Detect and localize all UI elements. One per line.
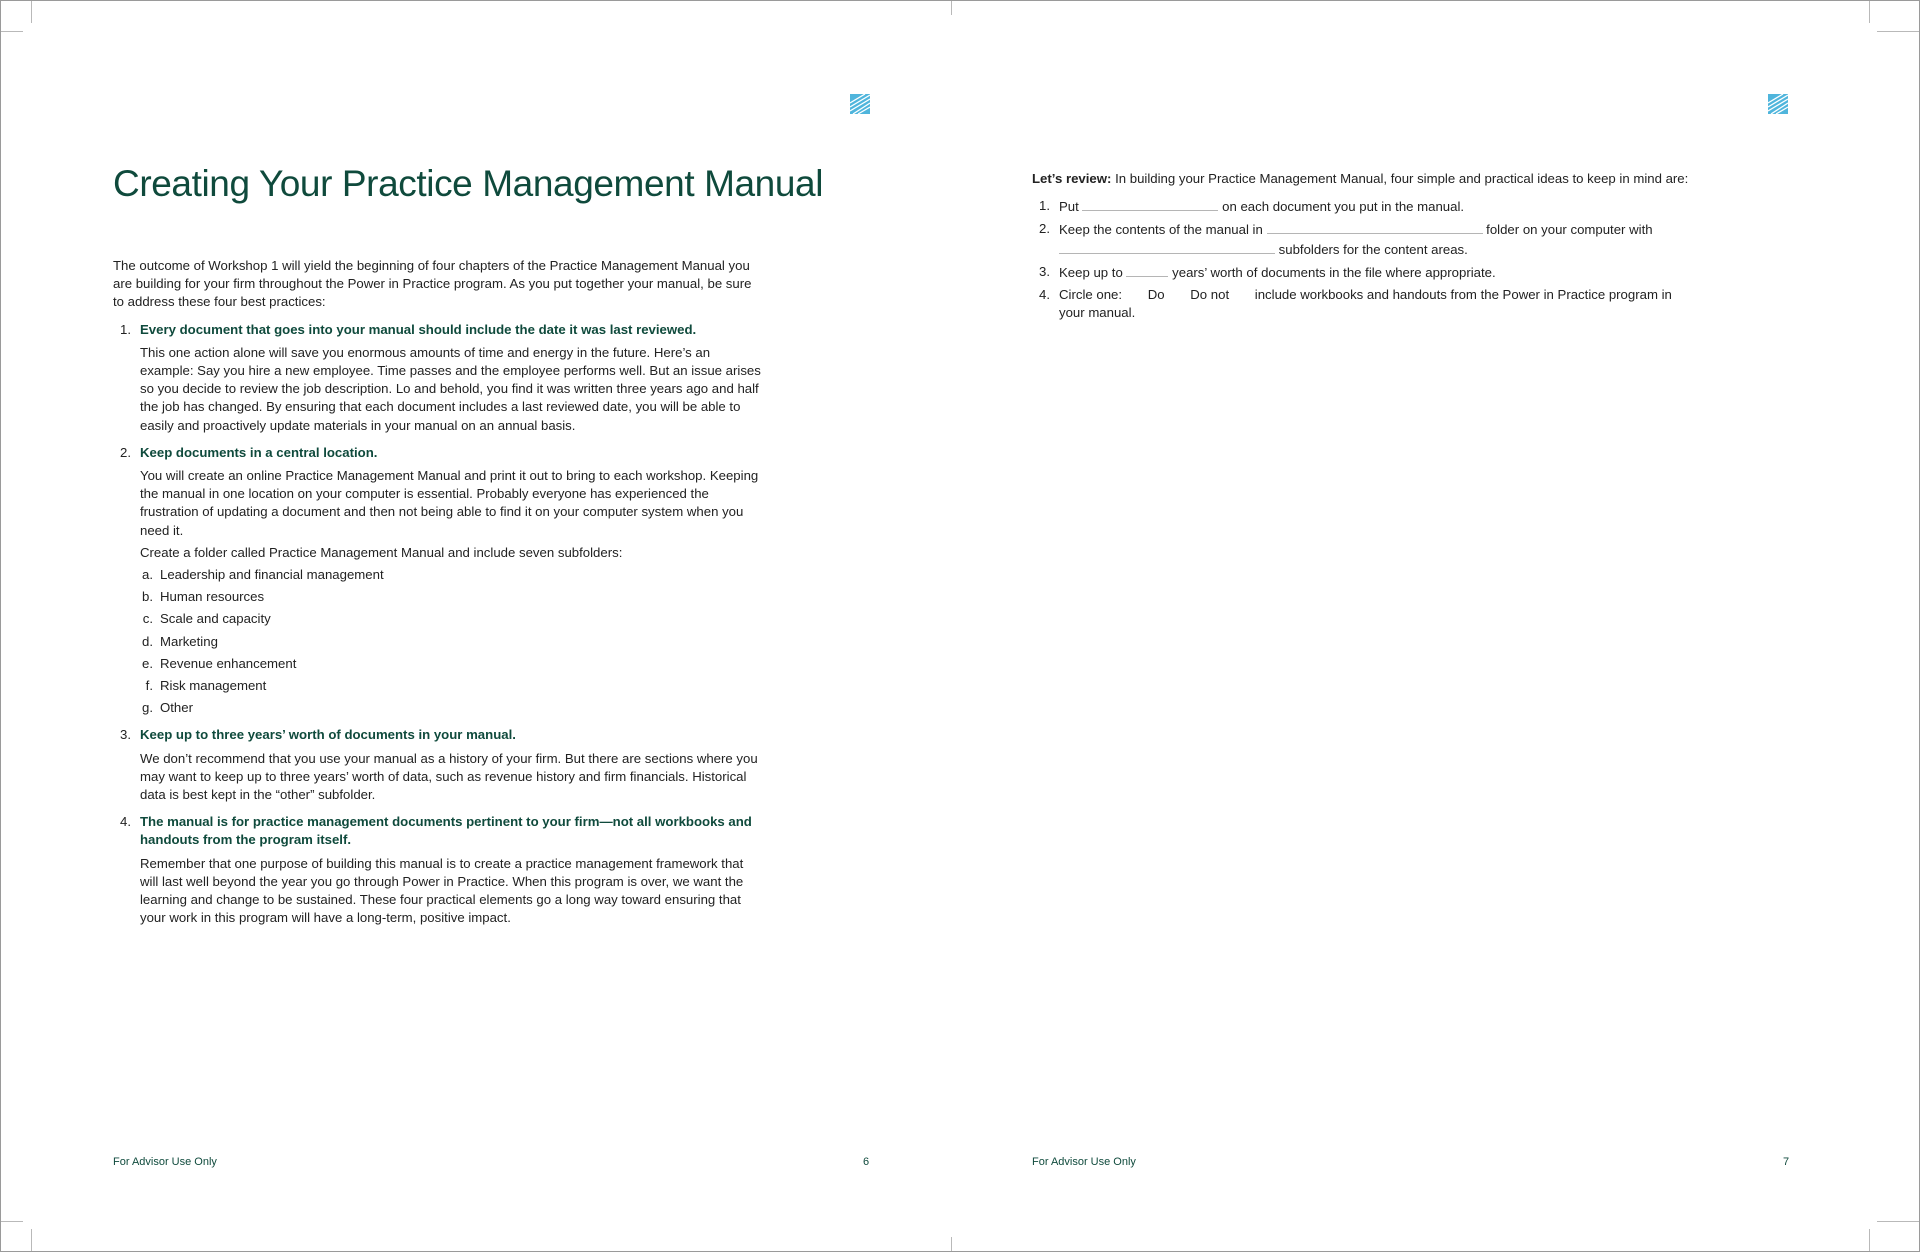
list-item — [140, 588, 765, 606]
page-number: 7 — [1783, 1156, 1790, 1168]
practice-item-4 — [113, 813, 765, 927]
review-item-4 — [1032, 286, 1679, 322]
review-text: years’ worth of documents in the file where appropriate. — [1172, 264, 1496, 280]
left-page — [1, 1, 951, 1253]
page-number: 6 — [863, 1156, 870, 1168]
review-section — [1032, 170, 1752, 322]
circle-option-do[interactable]: Do — [1147, 287, 1165, 303]
list-label: Leadership and financial management — [160, 567, 384, 583]
brand-logo-icon — [1768, 94, 1788, 114]
practice-number: 2. — [120, 444, 131, 460]
fill-in-blank[interactable] — [1082, 197, 1218, 211]
review-text: folder on your computer with — [1486, 222, 1653, 238]
list-label: Human resources — [160, 589, 265, 605]
list-item — [140, 655, 765, 673]
brand-logo-icon — [850, 94, 870, 114]
list-letter: f. — [145, 678, 153, 694]
intro-paragraph: The outcome of Workshop 1 will yield the beginning of four chapters of the Practice Management Manual you are building for your firm throughout the Power in Practice program. As you put together your manual, be sure to address these four best practices: — [113, 258, 752, 310]
list-label: Scale and capacity — [160, 611, 271, 627]
practice-number: 4. — [120, 814, 131, 830]
left-body — [113, 257, 765, 928]
review-number: 2. — [1039, 221, 1050, 237]
practice-heading: Keep up to three years’ worth of documents in your manual. — [140, 727, 516, 743]
list-letter: g. — [142, 700, 153, 716]
review-text: subfolders for the content areas. — [1278, 241, 1468, 257]
folder-intro: Create a folder called Practice Management Manual and include seven subfolders: — [140, 544, 623, 560]
fill-in-blank[interactable] — [1126, 263, 1168, 277]
list-label: Marketing — [160, 633, 218, 649]
practice-text: You will create an online Practice Management Manual and print it out to bring to each workshop. Keeping the manual in one location on your computer is essential. Probably everyone has experienced the frustration of updating a document and then not being able to find it on your computer system when you need it. — [140, 468, 759, 538]
right-page — [951, 1, 1920, 1253]
list-label: Revenue enhancement — [160, 655, 297, 671]
practice-text: We don’t recommend that you use your manual as a history of your firm. But there are sections where you may want to keep up to three years’ worth of data, such as revenue history and firm financials. Historical data is best kept in the “other” subfolder. — [140, 750, 758, 803]
review-label: Let’s review: — [1032, 171, 1112, 186]
list-letter: a. — [142, 567, 153, 583]
fill-in-blank[interactable] — [1267, 220, 1483, 234]
review-intro-text: In building your Practice Management Manual, four simple and practical ideas to keep in mind are: — [1115, 171, 1689, 186]
list-label: Risk management — [160, 678, 267, 694]
review-item-2 — [1032, 220, 1752, 258]
review-text: Circle one: — [1059, 287, 1123, 303]
circle-option-do-not[interactable]: Do not — [1190, 287, 1230, 303]
review-intro — [1032, 170, 1752, 188]
list-item — [140, 566, 765, 584]
page-title: Creating Your Practice Management Manual — [113, 163, 824, 204]
practice-heading: The manual is for practice management documents pertinent to your firm—not all workbooks and handouts from the program itself. — [140, 814, 752, 848]
list-item — [140, 610, 765, 628]
practice-item-2 — [113, 444, 765, 718]
list-letter: b. — [142, 589, 153, 605]
review-text: Keep up to — [1059, 264, 1123, 280]
review-text: include workbooks and handouts from the Power in Practice program in your manual. — [1059, 287, 1672, 321]
practice-heading: Every document that goes into your manual should include the date it was last reviewed. — [140, 321, 697, 337]
footer-label: For Advisor Use Only — [113, 1156, 217, 1168]
subfolder-list — [140, 566, 765, 717]
review-text: Put — [1059, 199, 1079, 215]
review-number: 1. — [1039, 198, 1050, 214]
review-item-3 — [1032, 263, 1752, 282]
list-item — [140, 699, 765, 717]
review-item-1 — [1032, 197, 1752, 216]
practice-text: This one action alone will save you enormous amounts of time and energy in the future. Here’s an example: Say you hire a new employee. Time passes and the employee performs well. But an issue arises so you decide to review the job description. Lo and behold, you find it was written three years ago and half the job has changed. By ensuring that each document includes a last reviewed date, you will be able to easily and proactively update materials in your manual on an annual basis. — [140, 344, 761, 433]
list-item — [140, 677, 765, 695]
list-item — [140, 633, 765, 651]
practice-item-1 — [113, 321, 765, 435]
practice-number: 3. — [120, 727, 131, 743]
practice-text: Remember that one purpose of building this manual is to create a practice management framework that will last well beyond the year you go through Power in Practice. When this program is over, we want the learning and change to be sustained. These four practical elements go a long way toward ensuring that your work in this program will have a long-term, positive impact. — [140, 855, 744, 926]
practice-number: 1. — [120, 321, 131, 337]
fill-in-blank[interactable] — [1059, 240, 1275, 254]
review-number: 3. — [1039, 263, 1050, 279]
list-label: Other — [160, 700, 193, 716]
review-text: Keep the contents of the manual in — [1059, 222, 1263, 238]
list-letter: d. — [142, 633, 153, 649]
list-letter: e. — [142, 655, 153, 671]
practice-heading: Keep documents in a central location. — [140, 444, 378, 460]
list-letter: c. — [142, 611, 153, 627]
footer-label: For Advisor Use Only — [1032, 1156, 1136, 1168]
review-number: 4. — [1039, 287, 1050, 303]
review-text: on each document you put in the manual. — [1222, 199, 1465, 215]
practice-item-3 — [113, 726, 765, 804]
